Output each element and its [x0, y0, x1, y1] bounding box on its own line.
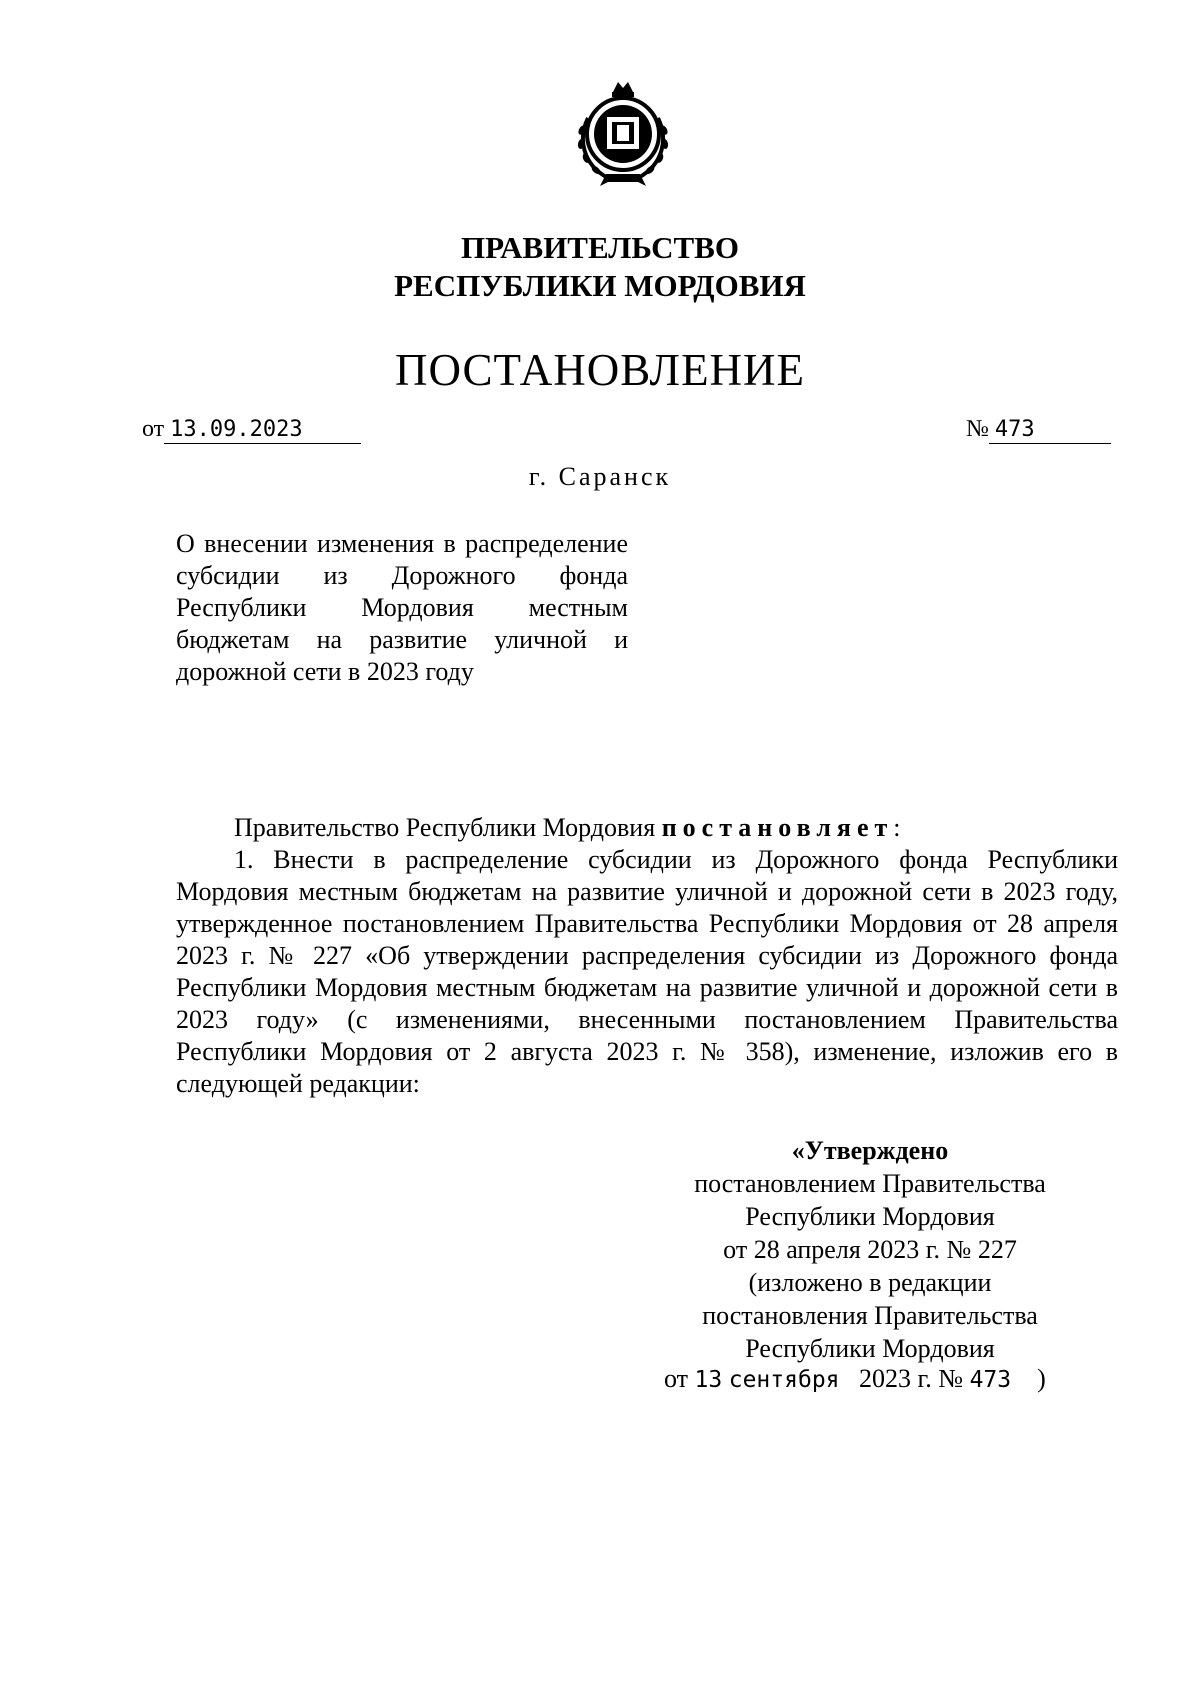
approval-line: постановления Правительства	[702, 1301, 1038, 1330]
number-row	[966, 416, 1111, 444]
approval-heading: «Утверждено	[791, 1136, 949, 1165]
document-subject: О внесении изменения в распределение субсидии из Дорожного фонда Республики Мордовия местным бюджетам на развитие уличной и дорожной сети в 2023 году	[176, 529, 628, 686]
approval-date-prefix: от	[664, 1364, 689, 1393]
coat-of-arms-icon	[568, 78, 678, 190]
approval-close-paren: )	[1037, 1364, 1046, 1393]
approval-line: (изложено в редакции	[748, 1268, 992, 1297]
number-prefix: №	[966, 416, 989, 442]
number-field	[989, 416, 1111, 444]
approval-block	[648, 1134, 1092, 1365]
approval-number: 473	[969, 1367, 1012, 1393]
resolution-verb: постановляет	[661, 813, 894, 842]
approval-day: 13	[694, 1367, 723, 1393]
document-body	[176, 812, 1118, 1100]
date-prefix: от	[142, 416, 165, 442]
date-value: 13.09.2023	[170, 417, 303, 442]
approval-date-line	[664, 1364, 1046, 1394]
intro-colon: :	[893, 813, 901, 842]
date-row	[142, 416, 361, 444]
intro-text: Правительство Республики Мордовия	[234, 813, 656, 842]
city-line: г. Саранск	[528, 462, 672, 491]
approval-line: Республики Мордовия	[745, 1202, 995, 1231]
date-field	[164, 416, 361, 444]
paragraph-1: 1. Внести в распределение субсидии из Дорожного фонда Республики Мордовия местным бюджетам на развитие уличной и дорожной сети в 2023 году, утвержденное постановлением Правительства Республики Мордовия от 28 апреля 2023 г. № 227 «Об утверждении распределения субсидии из Дорожного фонда Республики Мордовия местным бюджетам на развитие уличной и дорожной сети в 2023 году» (с изменениями, внесенными постановлением Правительства Республики Мордовия от 2 августа 2023 г. № 358), изменение, изложив его в следующей редакции:	[176, 845, 1118, 1098]
approval-year: 2023 г. №	[859, 1364, 964, 1393]
org-name-line-1: ПРАВИТЕЛЬСТВО	[461, 230, 739, 265]
approval-line: от 28 апреля 2023 г. № 227	[723, 1235, 1017, 1264]
org-name-line-2: РЕСПУБЛИКИ МОРДОВИЯ	[394, 268, 806, 303]
number-value: 473	[994, 417, 1035, 442]
approval-line: постановлением Правительства	[694, 1169, 1046, 1198]
approval-month: сентября	[728, 1367, 840, 1393]
document-type-title: ПОСТАНОВЛЕНИЕ	[394, 345, 806, 395]
intro-paragraph	[176, 812, 1118, 844]
approval-line: Республики Мордовия	[745, 1334, 995, 1363]
